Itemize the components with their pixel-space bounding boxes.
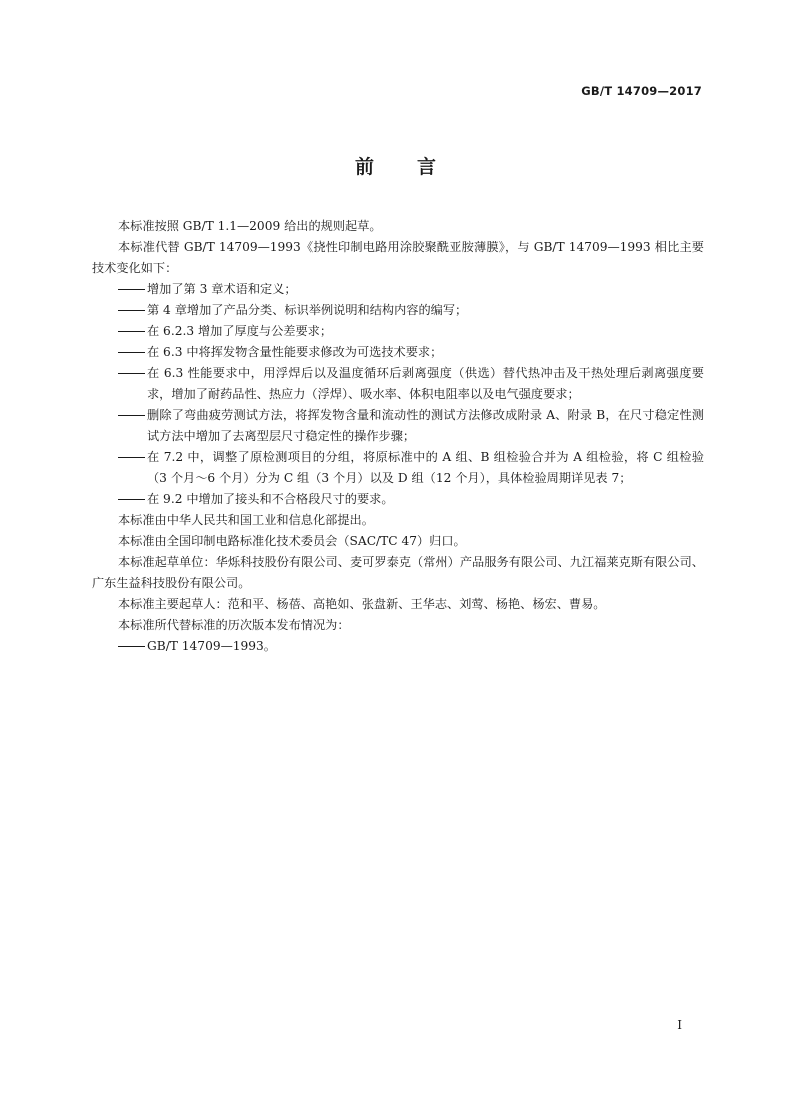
dash-marker (118, 415, 145, 416)
paragraph-drafters: 本标准主要起草人：范和平、杨蓓、高艳如、张盘新、王华志、刘莺、杨艳、杨宏、曹易。 (118, 597, 606, 611)
paragraph-committee: 本标准由全国印制电路标准化技术委员会（SAC/TC 47）归口。 (118, 534, 466, 548)
dash-marker (118, 499, 145, 500)
change-item (92, 300, 704, 321)
dash-marker (118, 289, 145, 290)
dash-marker (118, 310, 145, 311)
change-item (92, 279, 704, 300)
paragraph-proposer: 本标准由中华人民共和国工业和信息化部提出。 (118, 513, 374, 527)
foreword-body (92, 216, 704, 657)
title-part-2: 言 (417, 156, 438, 178)
change-item (92, 321, 704, 342)
paragraph-history: 本标准所代替标准的历次版本发布情况为： (118, 618, 350, 632)
paragraph-drafting-units: 本标准起草单位：华烁科技股份有限公司、麦可罗泰克（常州）产品服务有限公司、九江福莱克斯有限公司、广东生益科技股份有限公司。 (92, 555, 704, 590)
change-item (92, 342, 704, 363)
history-item (92, 636, 704, 657)
dash-marker (118, 373, 145, 374)
dash-marker (118, 352, 145, 353)
page-number: I (677, 1018, 682, 1032)
change-item-text: 在 6.3 性能要求中，用浮焊后以及温度循环后剥离强度（供选）替代热冲击及干热处理后剥离强度要求，增加了耐药品性、热应力（浮焊）、吸水率、体积电阻率以及电气强度要求； (147, 366, 704, 401)
change-item (92, 489, 704, 510)
change-item (92, 447, 704, 489)
dash-marker (118, 331, 145, 332)
change-item-text: 在 9.2 中增加了接头和不合格段尺寸的要求。 (147, 492, 394, 506)
dash-marker (118, 457, 145, 458)
dash-marker (118, 646, 145, 647)
title-part-1: 前 (354, 156, 375, 178)
history-item-text: GB/T 14709—1993。 (147, 639, 276, 653)
change-item-text: 在 6.2.3 增加了厚度与公差要求； (147, 324, 333, 338)
paragraph-drafting-rule: 本标准按照 GB/T 1.1—2009 给出的规则起草。 (118, 219, 382, 233)
change-item (92, 363, 704, 405)
change-item-text: 在 6.3 中将挥发物含量性能要求修改为可选技术要求； (147, 345, 443, 359)
change-item-text: 删除了弯曲疲劳测试方法，将挥发物含量和流动性的测试方法修改成附录 A、附录 B，在尺寸稳定性测试方法中增加了去离型层尺寸稳定性的操作步骤； (147, 408, 704, 443)
page-title (0, 152, 792, 179)
change-item-text: 第 4 章增加了产品分类、标识举例说明和结构内容的编写； (147, 303, 468, 317)
standard-code: GB/T 14709—2017 (581, 84, 702, 98)
change-item-text: 在 7.2 中，调整了原检测项目的分组，将原标准中的 A 组、B 组检验合并为 A 组检验，将 C 组检验（3 个月～6 个月）分为 C 组（3 个月）以及 D 组（12 个月），具体检验周期详见表 7； (147, 450, 704, 485)
paragraph-replacement: 本标准代替 GB/T 14709—1993《挠性印制电路用涂胶聚酰亚胺薄膜》，与 GB/T 14709—1993 相比主要技术变化如下： (92, 240, 704, 275)
change-item (92, 405, 704, 447)
change-item-text: 增加了第 3 章术语和定义； (147, 282, 297, 296)
